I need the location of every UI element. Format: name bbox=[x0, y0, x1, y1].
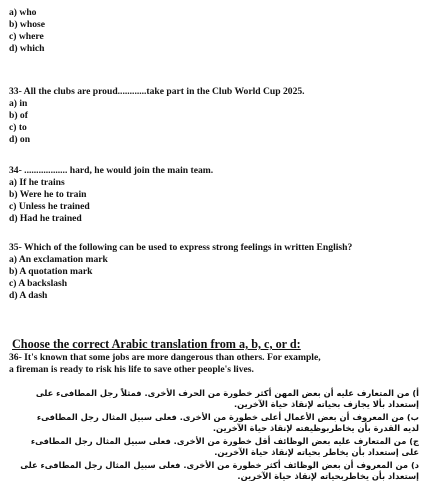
question-34-stem: 34- .................. hard, he would join the main team. bbox=[9, 165, 214, 176]
question-34-option-c: c) Unless he trained bbox=[9, 201, 90, 212]
section-heading: Choose the correct Arabic translation from a, b, c, or d: bbox=[12, 337, 301, 351]
top-option-a: a) who bbox=[9, 7, 37, 18]
question-36-stem-line-2: a fireman is ready to risk his life to save other people's lives. bbox=[9, 364, 254, 375]
question-35-option-c: c) A backslash bbox=[9, 278, 68, 289]
question-34-option-b: b) Were he to train bbox=[9, 189, 87, 200]
question-36-option-c: ج) من المتعارف عليه بعض الوظائف أقل خطورة من الأخرى. فعلى سبيل المثال رجل المطافىء على إستعداد بأن يخاطر بحياته لإنقاذ حياة الآخرين. bbox=[30, 436, 419, 457]
question-33-option-c: c) to bbox=[9, 122, 27, 133]
question-36-option-a: أ) من المتعارف عليه أن بعض المهن أكثر خطورة من الحرف الأخرى. فمثلاً رجل المطافىء على إستعداد بألا يجازف بحياته لإنقاذ حياة الآخرين. bbox=[35, 388, 419, 409]
question-33-stem: 33- All the clubs are proud............take part in the Club World Cup 2025. bbox=[9, 86, 305, 97]
question-35-option-a: a) An exclamation mark bbox=[9, 254, 108, 265]
question-33-option-a: a) in bbox=[9, 98, 28, 109]
top-option-c: c) where bbox=[9, 31, 44, 42]
question-35-option-d: d) A dash bbox=[9, 290, 48, 301]
question-34-option-d: d) Had he trained bbox=[9, 213, 82, 224]
question-35-option-b: b) A quotation mark bbox=[9, 266, 93, 277]
question-36-option-b: ب) من المعروف أن بعض الأعمال أعلى خطورة من الأخرى. فعلى سبيل المثال رجل المطافىء لديه القدرة بأن يخاطربوظيفته لإنقاذ حياة الآخرين. bbox=[36, 412, 419, 433]
question-33-option-d: d) on bbox=[9, 134, 31, 145]
top-option-d: d) which bbox=[9, 43, 45, 54]
question-35-stem: 35- Which of the following can be used to express strong feelings in written English? bbox=[9, 242, 353, 253]
question-33-option-b: b) of bbox=[9, 110, 28, 121]
top-option-b: b) whose bbox=[9, 19, 45, 30]
question-36-option-d: د) من المعروف أن بعض الوظائف أكثر خطورة من الأخرى. فعلى سبيل المثال رجل المطافىء على إستعداد بأن يخاطربحياته لإنقاذ حياة الآخرين. bbox=[20, 460, 419, 481]
question-34-option-a: a) If he trains bbox=[9, 177, 65, 188]
question-36-stem-line-1: 36- It's known that some jobs are more dangerous than others. For example, bbox=[9, 352, 321, 363]
